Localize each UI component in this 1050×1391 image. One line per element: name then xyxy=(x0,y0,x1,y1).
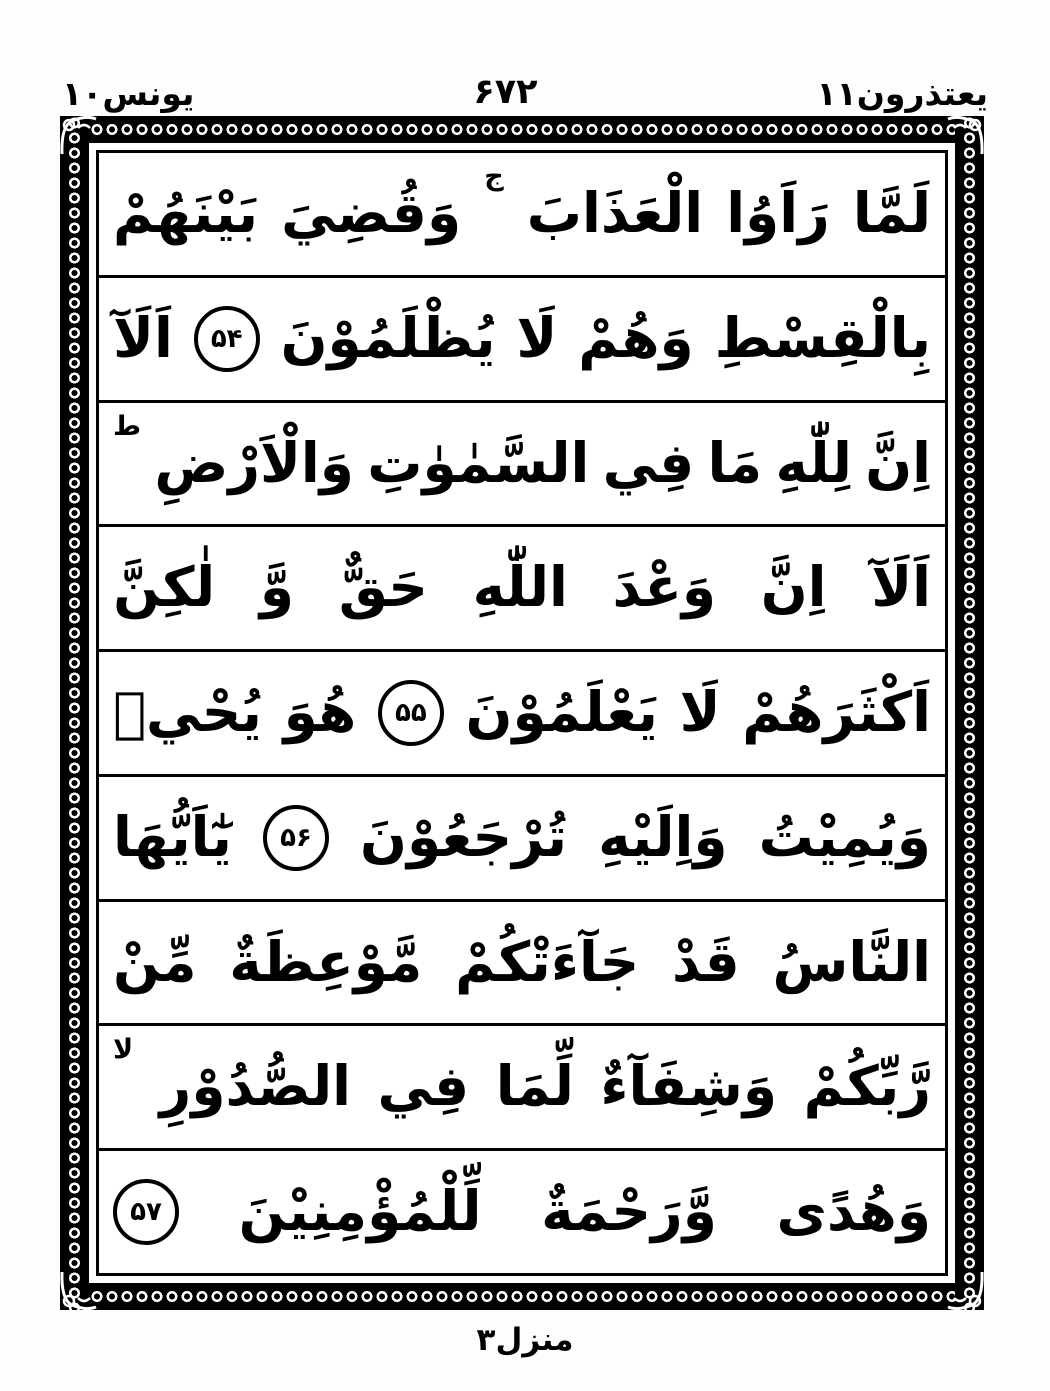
quran-word: اِنَّ xyxy=(865,430,931,495)
border-chain-right xyxy=(955,116,984,1310)
corner-flourish-icon xyxy=(56,112,102,158)
page-number: ۶۷۲ xyxy=(473,72,538,112)
quran-word: رَاَوُا xyxy=(726,181,830,246)
quran-line-6 xyxy=(99,777,945,902)
quran-word: وَيُمِيْتُ xyxy=(758,804,931,869)
quran-word: يَعْلَمُوْنَ xyxy=(465,680,658,745)
quran-word: وَّ xyxy=(259,555,295,620)
corner-flourish-icon xyxy=(56,1268,102,1314)
quran-word: الْعَذَابَ xyxy=(526,181,704,246)
quran-word: اَكْثَرَهُمْ xyxy=(742,680,931,745)
quran-word: وَقُضِيَ xyxy=(281,181,462,246)
quran-word: فِي xyxy=(377,1054,470,1119)
quran-word: اللّٰهِ xyxy=(472,555,568,620)
quran-word: وَهُمْ xyxy=(578,305,694,370)
quran-line-9 xyxy=(99,1151,945,1273)
quran-word: اَلَآ xyxy=(871,555,931,620)
quran-word: اِنَّ xyxy=(760,555,827,620)
quran-word: بِالْقِسْطِ xyxy=(714,305,931,370)
quran-word: وَشِفَآءٌ xyxy=(600,1054,778,1119)
verse-end-marker: ۵۴ xyxy=(194,306,260,372)
border-chain-top xyxy=(60,116,984,143)
quran-word: لِّمَا xyxy=(495,1054,574,1119)
quran-word: بَيْنَهُمْ xyxy=(113,181,259,246)
verse-end-marker: ۵۵ xyxy=(378,680,444,746)
quran-line-2 xyxy=(99,278,945,403)
surah-name-label: يونس۱۰ xyxy=(62,74,195,113)
quran-word: رَّبِّكُمْ xyxy=(803,1054,931,1119)
manzil-footer xyxy=(0,1322,1050,1358)
inner-margin xyxy=(89,143,955,1283)
quran-word: وَالْاَرْضِ xyxy=(154,430,354,495)
verse-end-marker: ۵۶ xyxy=(263,805,329,871)
quran-word: مِّنْ xyxy=(113,929,197,994)
border-chain-bottom xyxy=(60,1283,984,1310)
quran-line-4 xyxy=(99,527,945,652)
quran-word: يُحْيٖ xyxy=(113,680,262,745)
quran-text-grid xyxy=(96,150,948,1276)
quran-word: فِي xyxy=(602,430,695,495)
quran-word: وَعْدَ xyxy=(612,555,717,620)
waqf-mark: لا xyxy=(113,1034,134,1066)
quran-word: حَقٌّ xyxy=(338,555,428,620)
quran-word: اَلَآ xyxy=(113,305,173,370)
quran-word: النَّاسُ xyxy=(772,929,931,994)
manzil-label: منزل۳ xyxy=(476,1322,574,1358)
quran-word: لَمَّا xyxy=(852,181,931,246)
quran-word: لِلّٰهِ xyxy=(775,430,852,495)
quran-word: وَّرَحْمَةٌ xyxy=(541,1179,717,1244)
quran-word: لِّلْمُؤْمِنِيْنَ xyxy=(238,1179,482,1244)
quran-word: قَدْ xyxy=(671,929,740,994)
quran-word: لَا xyxy=(516,305,558,370)
quran-word: هُوَ xyxy=(283,680,357,745)
juz-name-label: يعتذرون۱۱ xyxy=(816,74,988,113)
quran-word: السَّمٰوٰتِ xyxy=(367,430,590,495)
quran-line-8 xyxy=(99,1026,945,1151)
quran-word: يٰٓاَيُّهَا xyxy=(113,804,232,869)
quran-word: جَآءَتْكُمْ xyxy=(455,929,640,994)
quran-line-1 xyxy=(99,153,945,278)
quran-word: مَا xyxy=(707,430,763,495)
quran-word: يُظْلَمُوْنَ xyxy=(280,305,496,370)
verse-end-marker: ۵۷ xyxy=(113,1179,179,1245)
ornamental-border-frame xyxy=(60,116,984,1310)
quran-word: وَاِلَيْهِ xyxy=(598,804,728,869)
border-chain-left xyxy=(60,116,89,1310)
quran-line-5 xyxy=(99,652,945,777)
quran-line-3 xyxy=(99,403,945,528)
quran-word: الصُّدُوْرِ xyxy=(159,1054,351,1119)
quran-word: لٰكِنَّ xyxy=(113,555,216,620)
quran-word: لَا xyxy=(679,680,721,745)
quran-line-7 xyxy=(99,902,945,1027)
waqf-mark: ط xyxy=(113,410,142,442)
corner-flourish-icon xyxy=(942,112,988,158)
running-header xyxy=(62,58,988,113)
waqf-mark: ج xyxy=(484,161,504,192)
quran-word: مَّوْعِظَةٌ xyxy=(229,929,423,994)
quran-word: وَهُدًى xyxy=(776,1179,931,1244)
corner-flourish-icon xyxy=(942,1268,988,1314)
quran-word: تُرْجَعُوْنَ xyxy=(360,804,568,869)
